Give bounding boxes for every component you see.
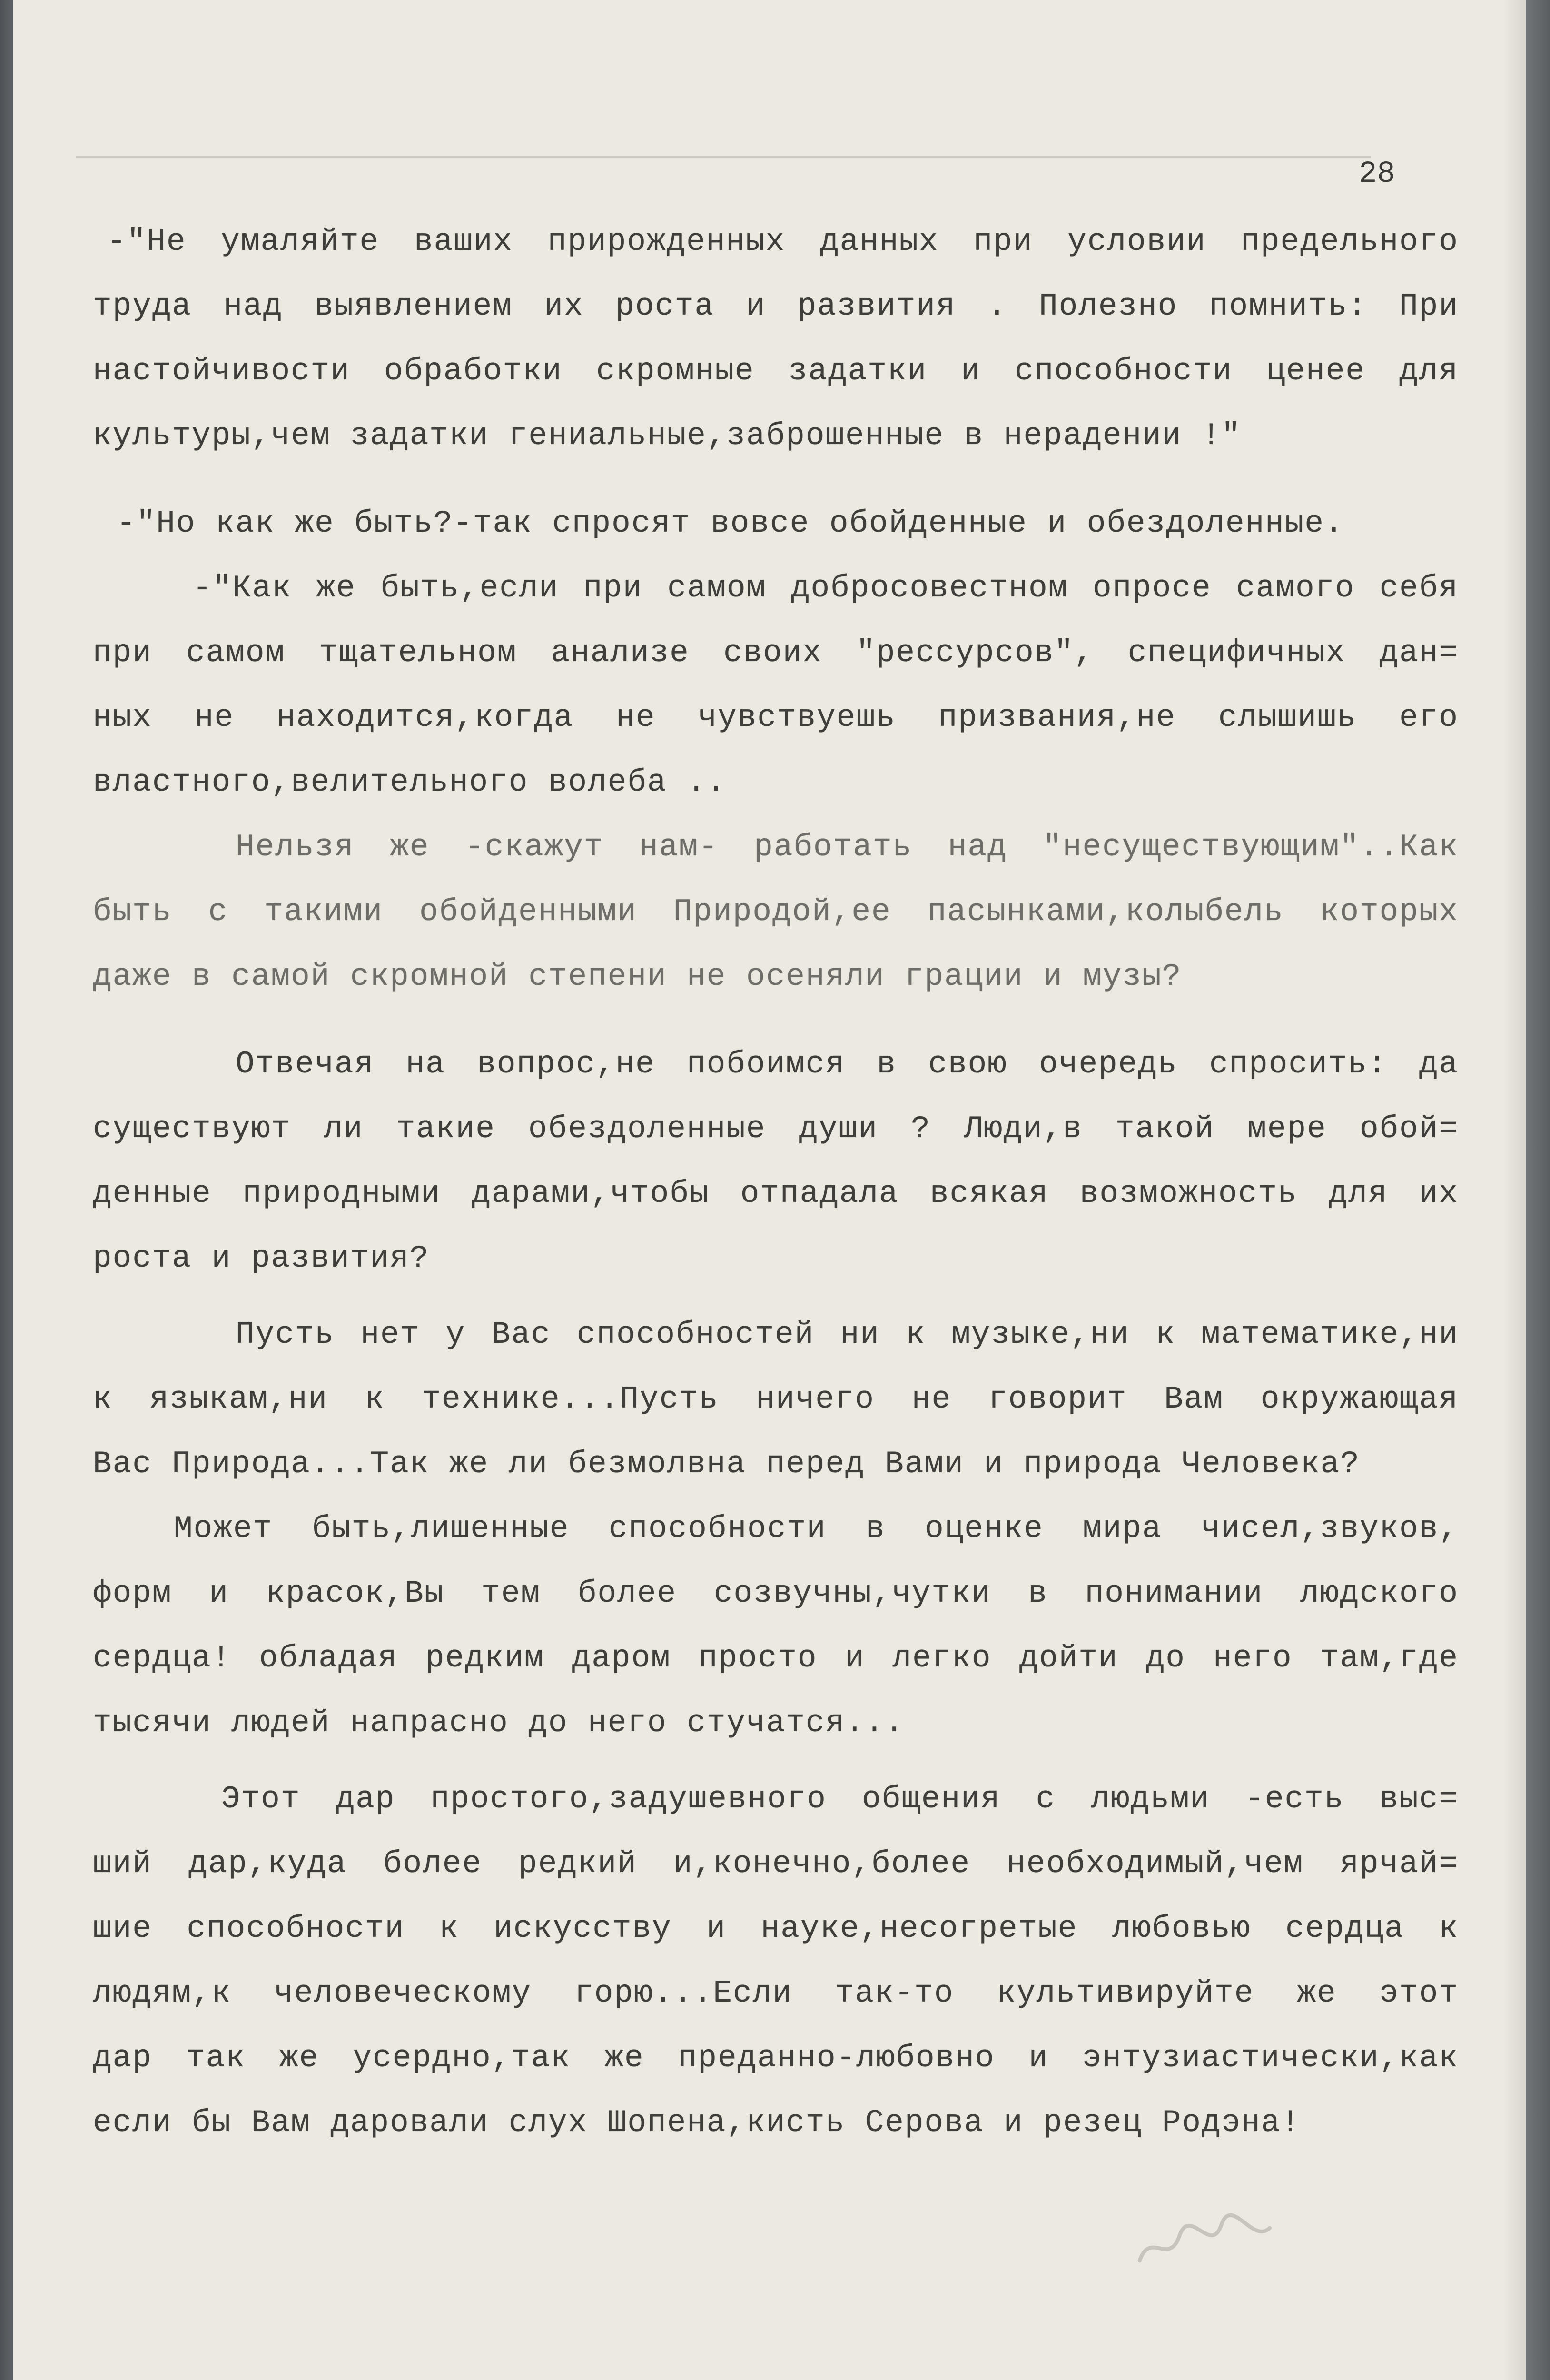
page-edge <box>1503 0 1526 2380</box>
text-line: даже в самой скромной степени не осеняли грации и музы? <box>93 959 1182 994</box>
text-line: при самом тщательном анализе своих "рессурсов", специфичных дан= <box>93 635 1459 671</box>
text-line: настойчивости обработки скромные задатки и способности ценее для <box>93 353 1459 389</box>
text-line: Отвечая на вопрос,не побоимся в свою очередь спросить: да <box>236 1046 1459 1082</box>
text-line: денные природными дарами,чтобы отпадала всякая возможность для их <box>93 1176 1459 1211</box>
text-line: сердца! обладая редким даром просто и легко дойти до него там,где <box>93 1640 1459 1676</box>
document-body <box>93 209 1459 2155</box>
text-line: Этот дар простого,задушевного общения с людьми -есть выс= <box>221 1781 1459 1817</box>
text-line: Пусть нет у Вас способностей ни к музыке,ни к математике,ни <box>236 1317 1459 1352</box>
paragraph-7 <box>93 1497 1459 1755</box>
page-number: 28 <box>1359 157 1395 191</box>
text-line: существуют ли такие обездоленные души ? Люди,в такой мере обой= <box>93 1111 1459 1147</box>
text-line: труда над выявлением их роста и развития . Полезно помнить: При <box>93 288 1459 324</box>
text-line: Вас Природа...Так же ли безмолвна перед Вами и природа Человека? <box>93 1446 1360 1482</box>
paragraph-5 <box>93 1032 1459 1291</box>
text-line: людям,к человеческому горю...Если так-то культивируйте же этот <box>93 1975 1459 2011</box>
text-line: если бы Вам даровали слух Шопена,кисть Серова и резец Родэна! <box>93 2105 1301 2141</box>
text-line: Нельзя же -скажут нам- работать над "несуществующим"..Как <box>236 829 1459 865</box>
paragraph-6 <box>93 1302 1459 1497</box>
text-line: -"Не умаляйте ваших прирожденных данных при условии предельного <box>107 224 1459 259</box>
text-line: властного,велительного волеба .. <box>93 764 727 800</box>
paragraph-8 <box>93 1767 1459 2155</box>
text-line: роста и развития? <box>93 1240 430 1276</box>
text-line: культуры,чем задатки гениальные,заброшенные в нерадении !" <box>93 418 1242 454</box>
text-line: к языкам,ни к технике...Пусть ничего не говорит Вам окружающая <box>93 1381 1459 1417</box>
text-line: форм и красок,Вы тем более созвучны,чутки в понимании людского <box>93 1576 1459 1611</box>
header-rule <box>76 156 1371 158</box>
text-line: Может быть,лишенные способности в оценке мира чисел,звуков, <box>174 1511 1459 1547</box>
text-line: шие способности к искусству и науке,несогретые любовью сердца к <box>93 1911 1459 1946</box>
text-line: быть с такими обойденными Природой,ее пасынками,колыбель которых <box>93 894 1459 930</box>
text-line: дар так же усердно,так же преданно-любовно и энтузиастически,как <box>93 2040 1459 2076</box>
text-line: -"Но как же быть?-так спросят вовсе обойденные и обездоленные. <box>117 506 1344 541</box>
paragraph-1 <box>93 209 1459 468</box>
paragraph-3 <box>93 556 1459 815</box>
paragraph-4 <box>93 815 1459 1009</box>
text-line: тысячи людей напрасно до него стучатся... <box>93 1705 905 1741</box>
text-line: -"Как же быть,если при самом добросовестном опросе самого себя <box>193 570 1459 606</box>
paragraph-2 <box>93 491 1459 556</box>
text-line: ных не находится,когда не чувствуешь призвания,не слышишь его <box>93 700 1459 735</box>
text-line: ший дар,куда более редкий и,конечно,более необходимый,чем ярчай= <box>93 1846 1459 1882</box>
